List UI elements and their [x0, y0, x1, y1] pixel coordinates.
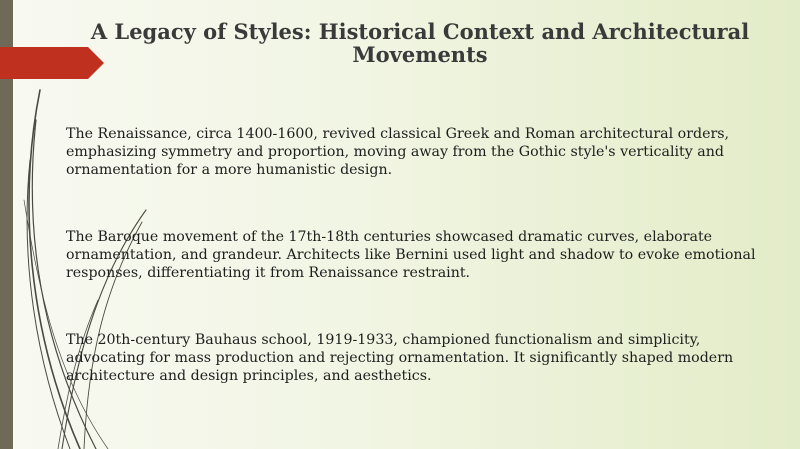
paragraph-bauhaus: The 20th-century Bauhaus school, 1919-1933, championed functionalism and simplicity, advocating for mass production and rejecting ornamentation. It significantly shaped modern architecture and design principles, and aesthetics.	[66, 332, 734, 384]
paragraph-renaissance: The Renaissance, circa 1400-1600, revived classical Greek and Roman architectural orders, emphasizing symmetry and proportion, moving away from the Gothic style's verticality and ornamentation for a more humanistic design.	[66, 126, 730, 178]
paragraph-baroque: The Baroque movement of the 17th-18th centuries showcased dramatic curves, elaborate ornamentation, and grandeur. Architects like Bernini used light and shadow to evoke emotional responses, differentiating it from Renaissance restraint.	[66, 229, 756, 281]
slide-title: A Legacy of Styles: Historical Context and Architectural Movements	[90, 19, 750, 67]
